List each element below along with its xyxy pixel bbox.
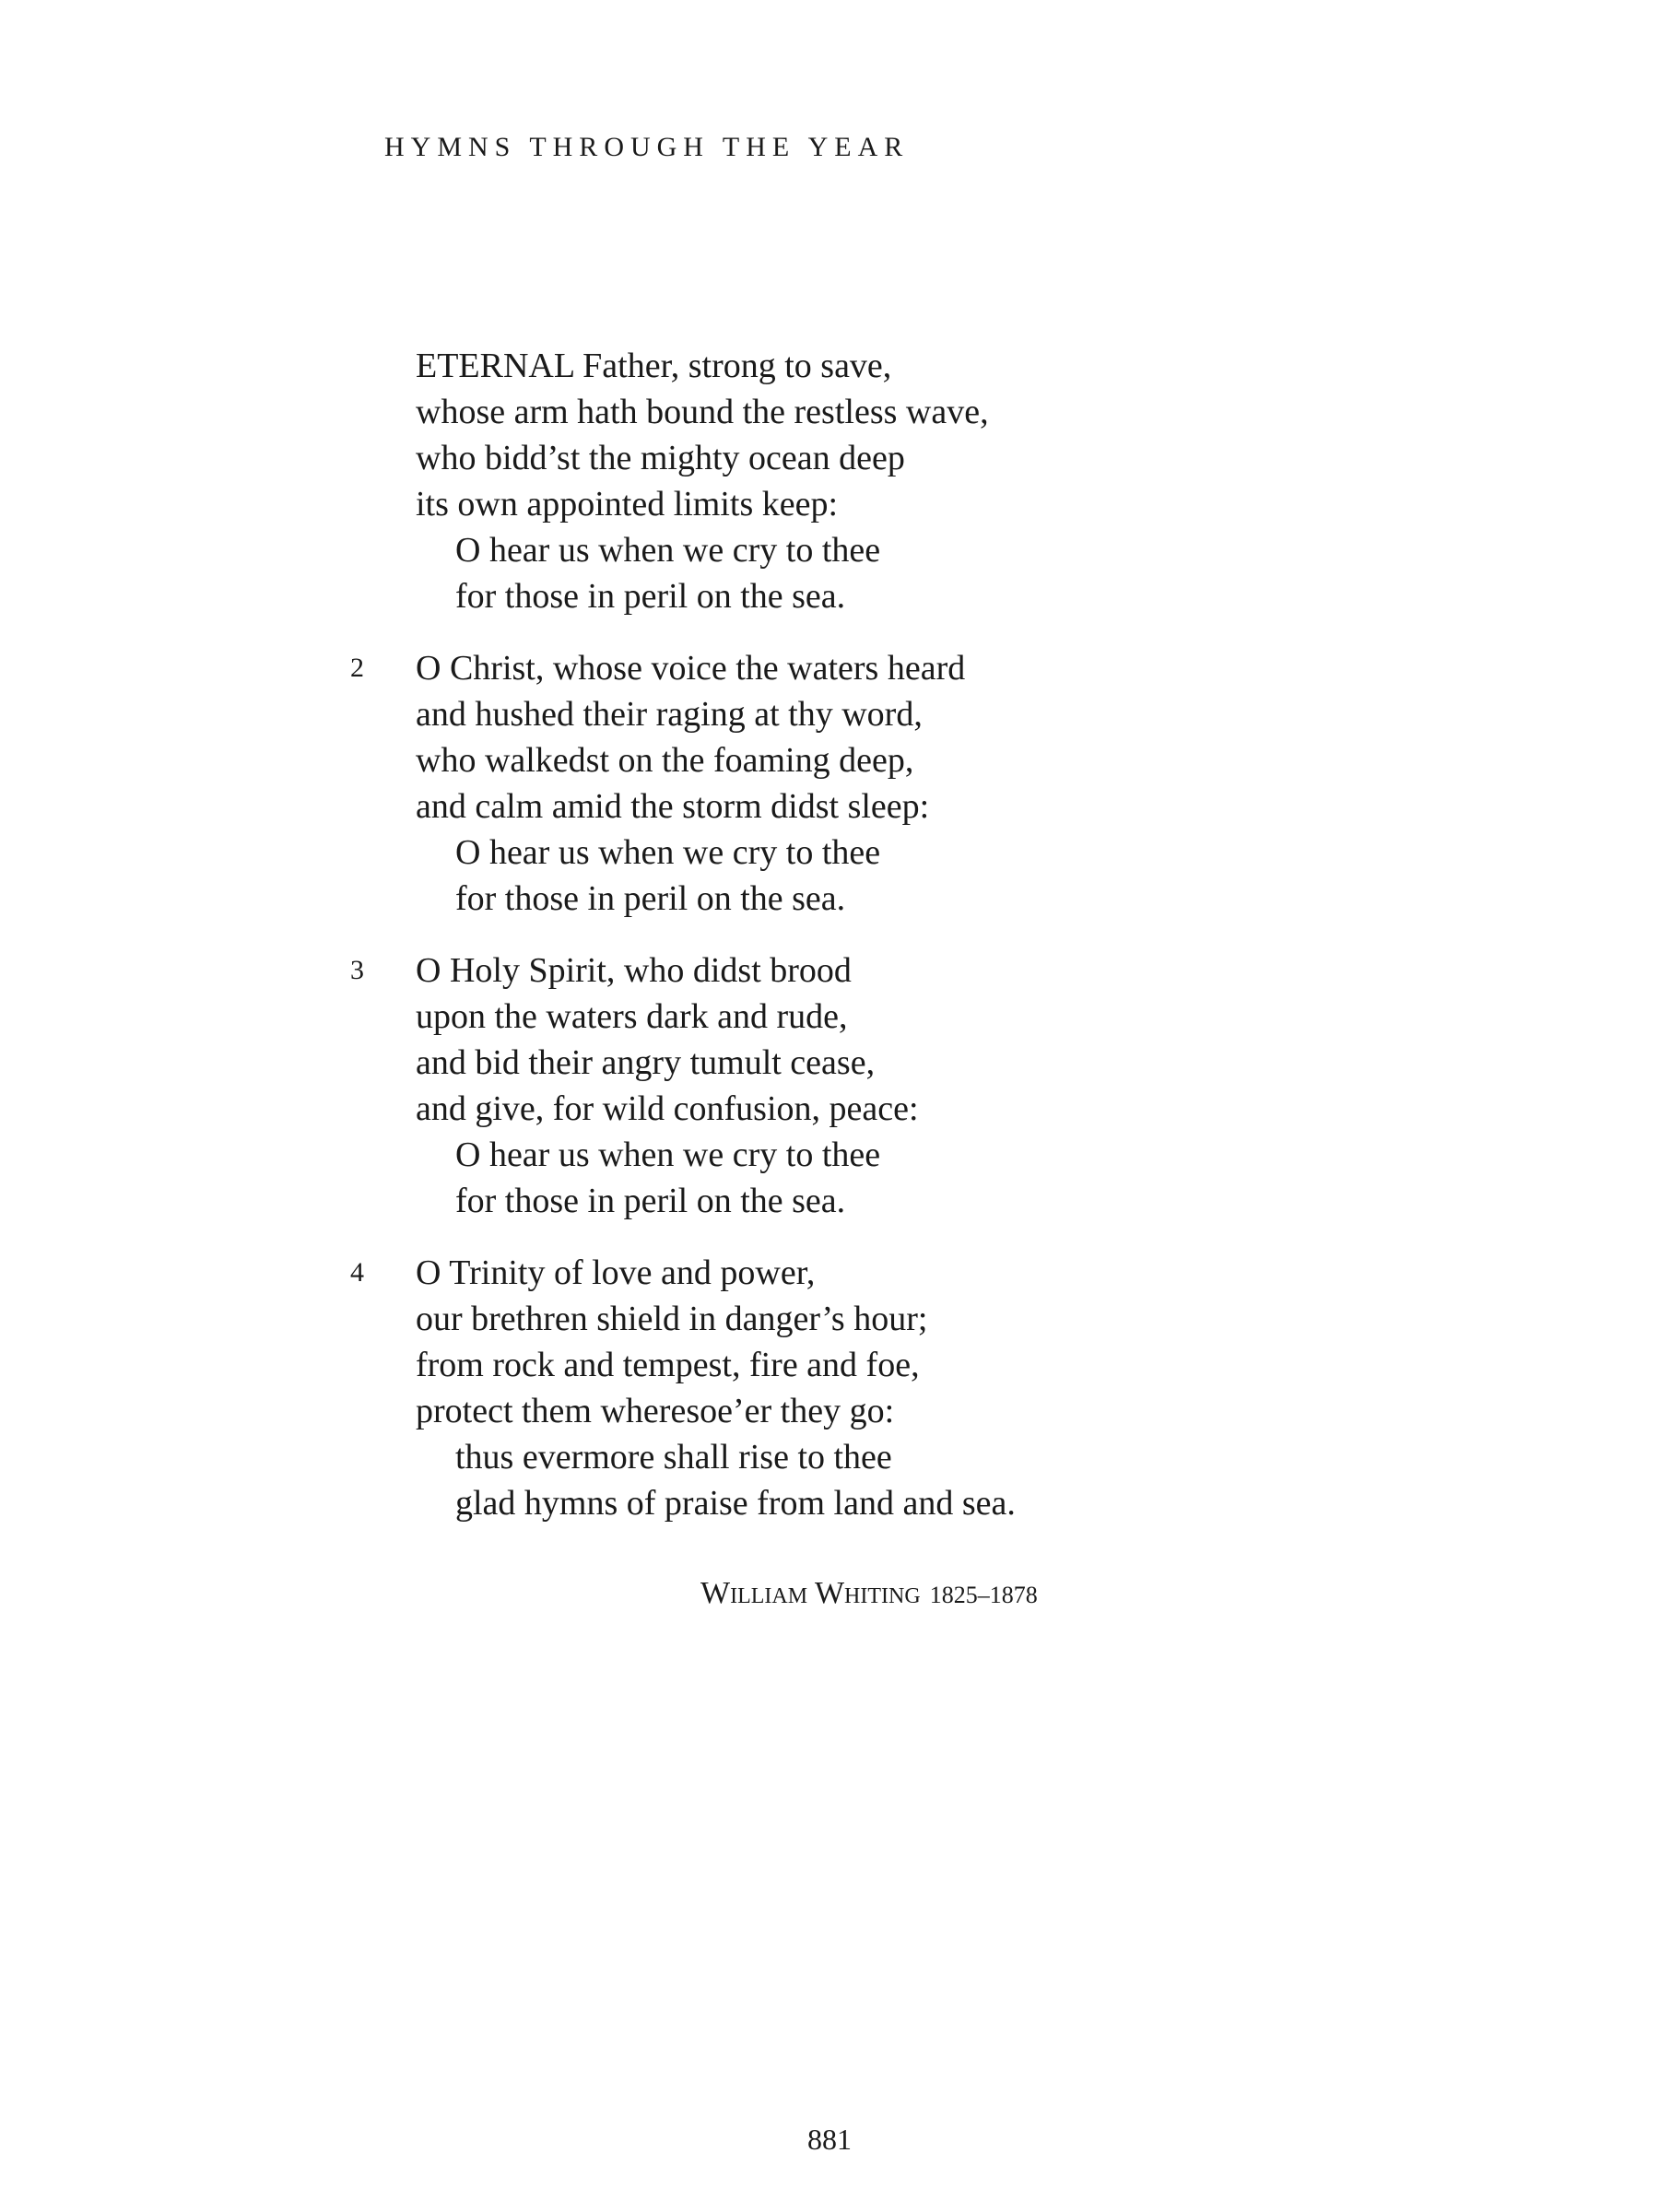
running-head: HYMNS THROUGH THE YEAR [384,132,910,162]
page-number: 881 [807,2123,852,2156]
refrain-line: for those in peril on the sea. [455,1182,846,1220]
verse-line: and give, for wild confusion, peace: [416,1089,919,1128]
refrain-line: O hear us when we cry to thee [455,531,881,570]
verse-line: its own appointed limits keep: [416,485,839,524]
verse-line: who walkedst on the foaming deep, [416,741,914,780]
verse-line: O Holy Spirit, who didst brood [416,951,852,990]
verse-line: upon the waters dark and rude, [416,997,848,1036]
verse-line: and calm amid the storm didst sleep: [416,787,930,826]
refrain-line: glad hymns of praise from land and sea. [455,1484,1016,1523]
verse-1 [0,343,1659,619]
verse-line: ETERNAL Father, strong to save, [416,347,892,385]
verse-line: O Christ, whose voice the waters heard [416,649,966,688]
verse-line: who bidd’st the mighty ocean deep [416,439,905,477]
refrain-line: O hear us when we cry to thee [455,1135,881,1174]
verse-line: whose arm hath bound the restless wave, [416,393,989,431]
verse-line: our brethren shield in danger’s hour; [416,1300,928,1338]
refrain-line: for those in peril on the sea. [455,879,846,918]
verse-line: protect them wheresoe’er they go: [416,1392,895,1430]
verse-number: 3 [350,955,364,985]
verse-number: 2 [350,653,364,683]
verse-line: O Trinity of love and power, [416,1253,816,1292]
verse-number: 4 [350,1257,364,1288]
refrain-line: O hear us when we cry to thee [455,833,881,872]
author-years: 1825–1878 [929,1582,1038,1608]
verse-line: and hushed their raging at thy word, [416,695,923,734]
verse-line: and bid their angry tumult cease, [416,1043,876,1082]
verse-4 [0,1250,1659,1526]
author-attribution [700,1576,1038,1611]
verse-2 [0,645,1659,922]
verse-3 [0,947,1659,1224]
verse-line: from rock and tempest, fire and foe, [416,1346,920,1384]
refrain-line: for those in peril on the sea. [455,577,846,616]
refrain-line: thus evermore shall rise to thee [455,1438,892,1477]
hymn-text [0,343,1659,1526]
author-name: William Whiting [700,1576,921,1610]
